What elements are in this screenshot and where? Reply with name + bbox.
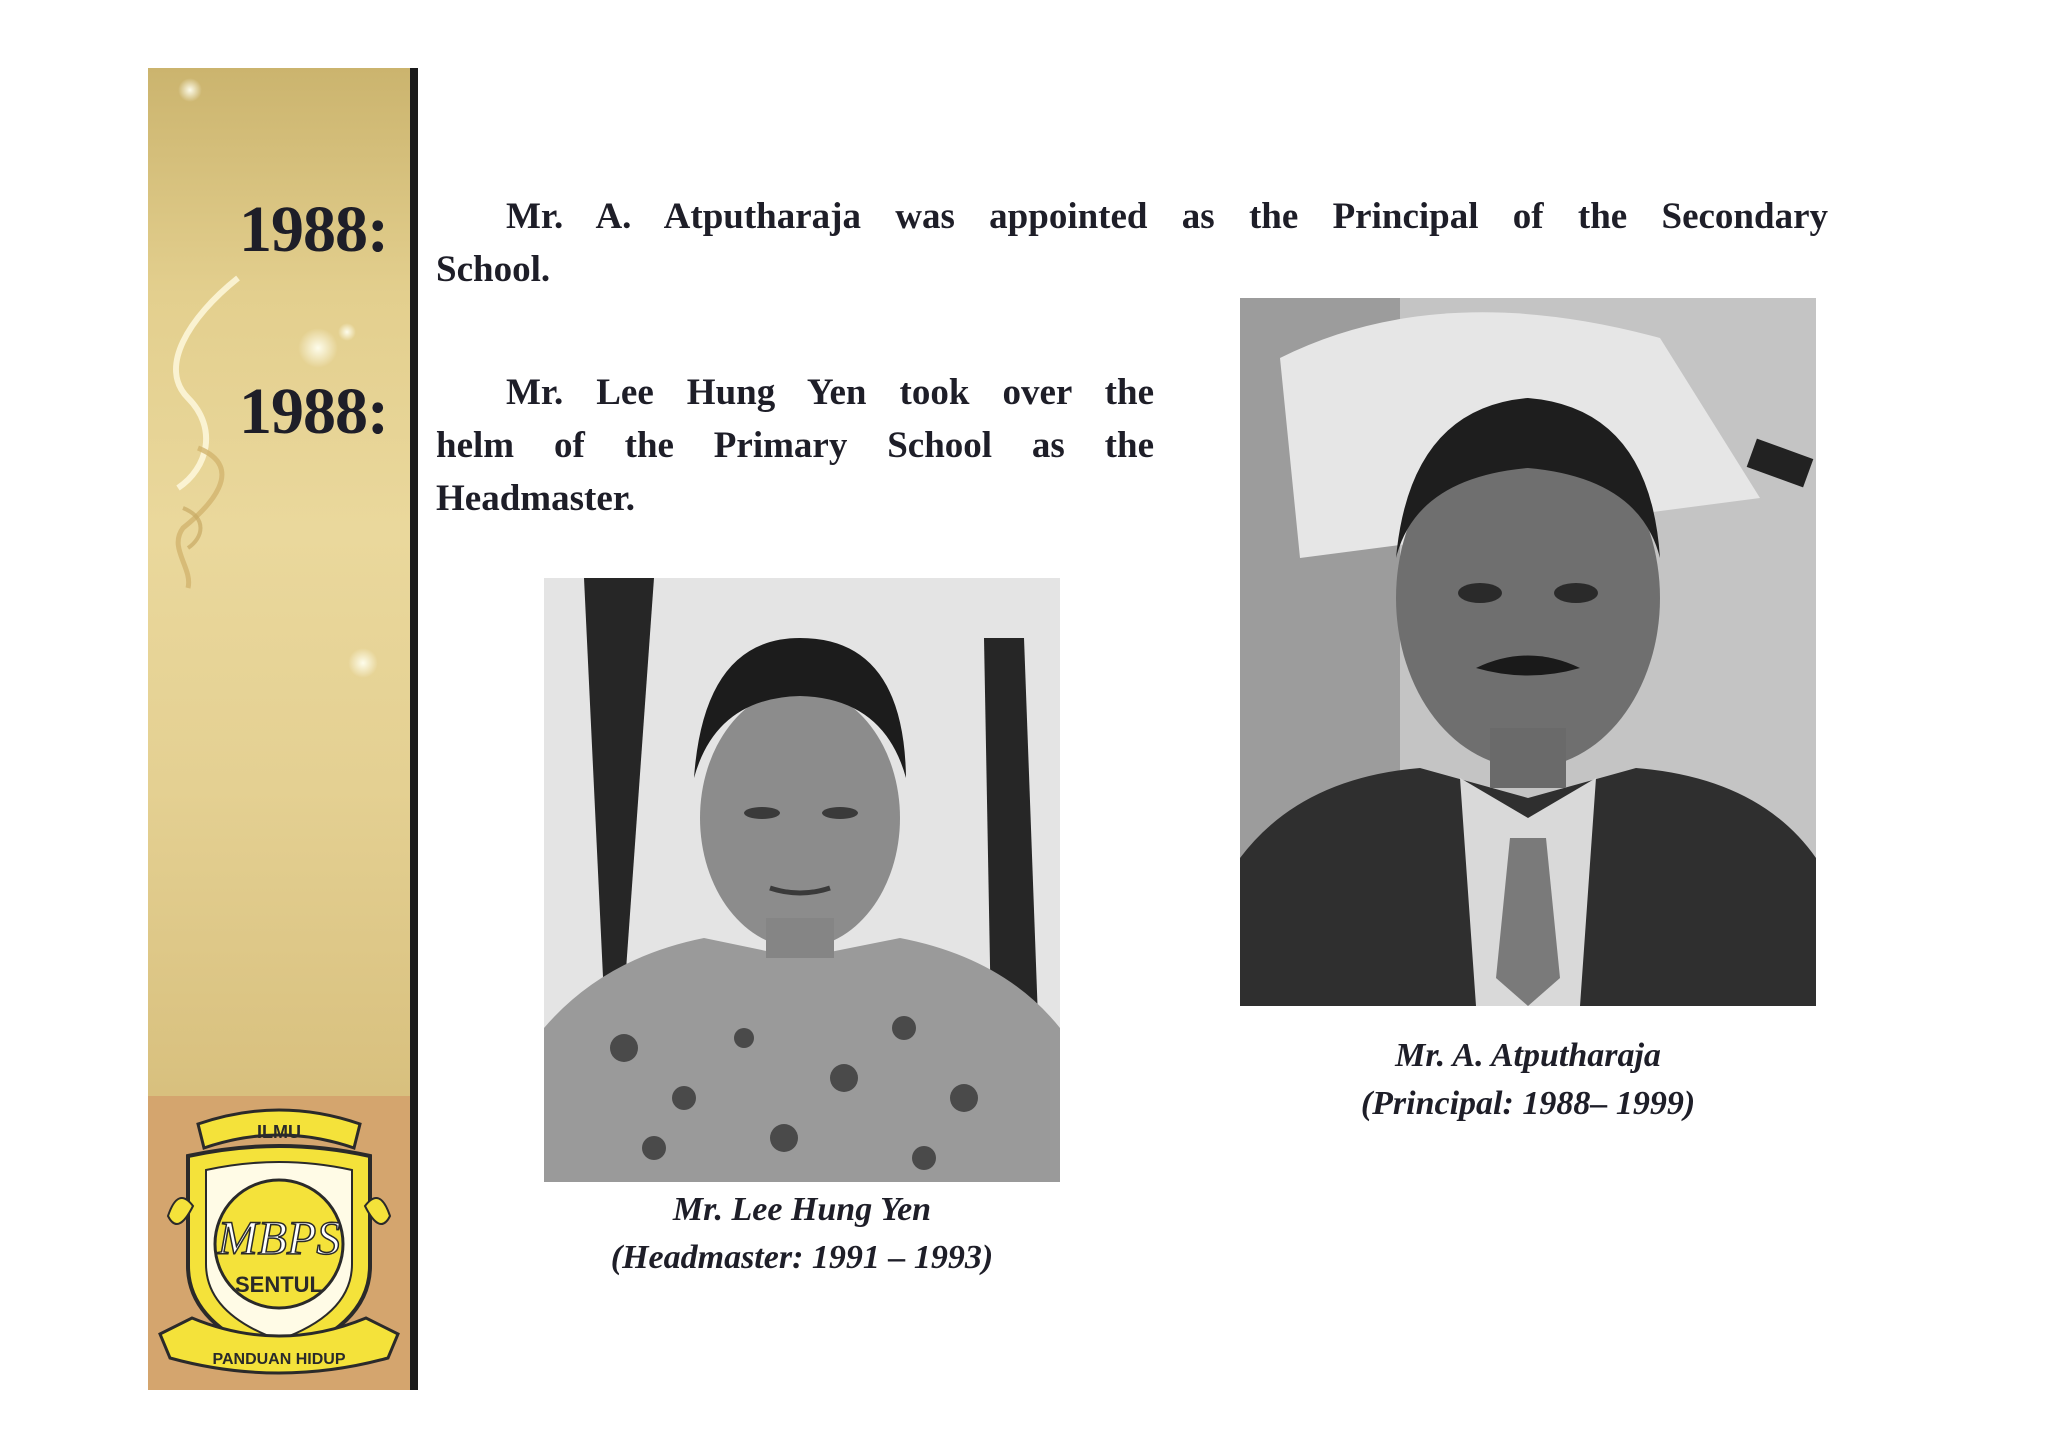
principal-caption — [1240, 1032, 1816, 1128]
principal-caption-role: (Principal: 1988– 1999) — [1360, 1085, 1696, 1122]
crest-motto: PANDUAN HIDUP — [212, 1351, 346, 1368]
headmaster-photo — [544, 578, 1060, 1182]
crest-monogram: MBPS — [217, 1212, 341, 1265]
sparkle-decoration — [348, 648, 378, 678]
headmaster-caption-name: Mr. Lee Hung Yen — [672, 1191, 932, 1228]
crest-place: SENTUL — [235, 1272, 323, 1297]
school-crest-panel — [148, 1096, 410, 1390]
principal-caption-name: Mr. A. Atputharaja — [1395, 1037, 1661, 1074]
sparkle-decoration — [298, 328, 338, 368]
headmaster-caption-role: (Headmaster: 1991 – 1993) — [610, 1239, 994, 1276]
headmaster-caption — [544, 1186, 1060, 1282]
sparkle-decoration — [338, 323, 356, 341]
entry-2-line-1: Mr. Lee Hung Yen took over the — [506, 372, 1154, 413]
timeline-entry-2 — [436, 366, 1154, 525]
principal-portrait-image — [1240, 298, 1816, 1006]
crest-top-text: ILMU — [257, 1122, 301, 1142]
principal-photo — [1240, 298, 1816, 1006]
entry-1-line-2: School. — [436, 249, 551, 290]
entry-2-line-3: Headmaster. — [436, 478, 636, 519]
timeline-entry-1 — [436, 190, 1828, 296]
entry-2-line-2: helm of the Primary School as the — [436, 425, 1154, 466]
sparkle-decoration — [178, 78, 202, 102]
headmaster-portrait-image — [544, 578, 1060, 1182]
year-label-2: 1988: — [239, 375, 388, 448]
entry-1-line-1: Mr. A. Atputharaja was appointed as the Principal of the Secondary — [506, 196, 1828, 237]
vertical-divider — [410, 68, 418, 1390]
year-label-1: 1988: — [239, 193, 388, 266]
school-crest-logo — [148, 1096, 410, 1390]
